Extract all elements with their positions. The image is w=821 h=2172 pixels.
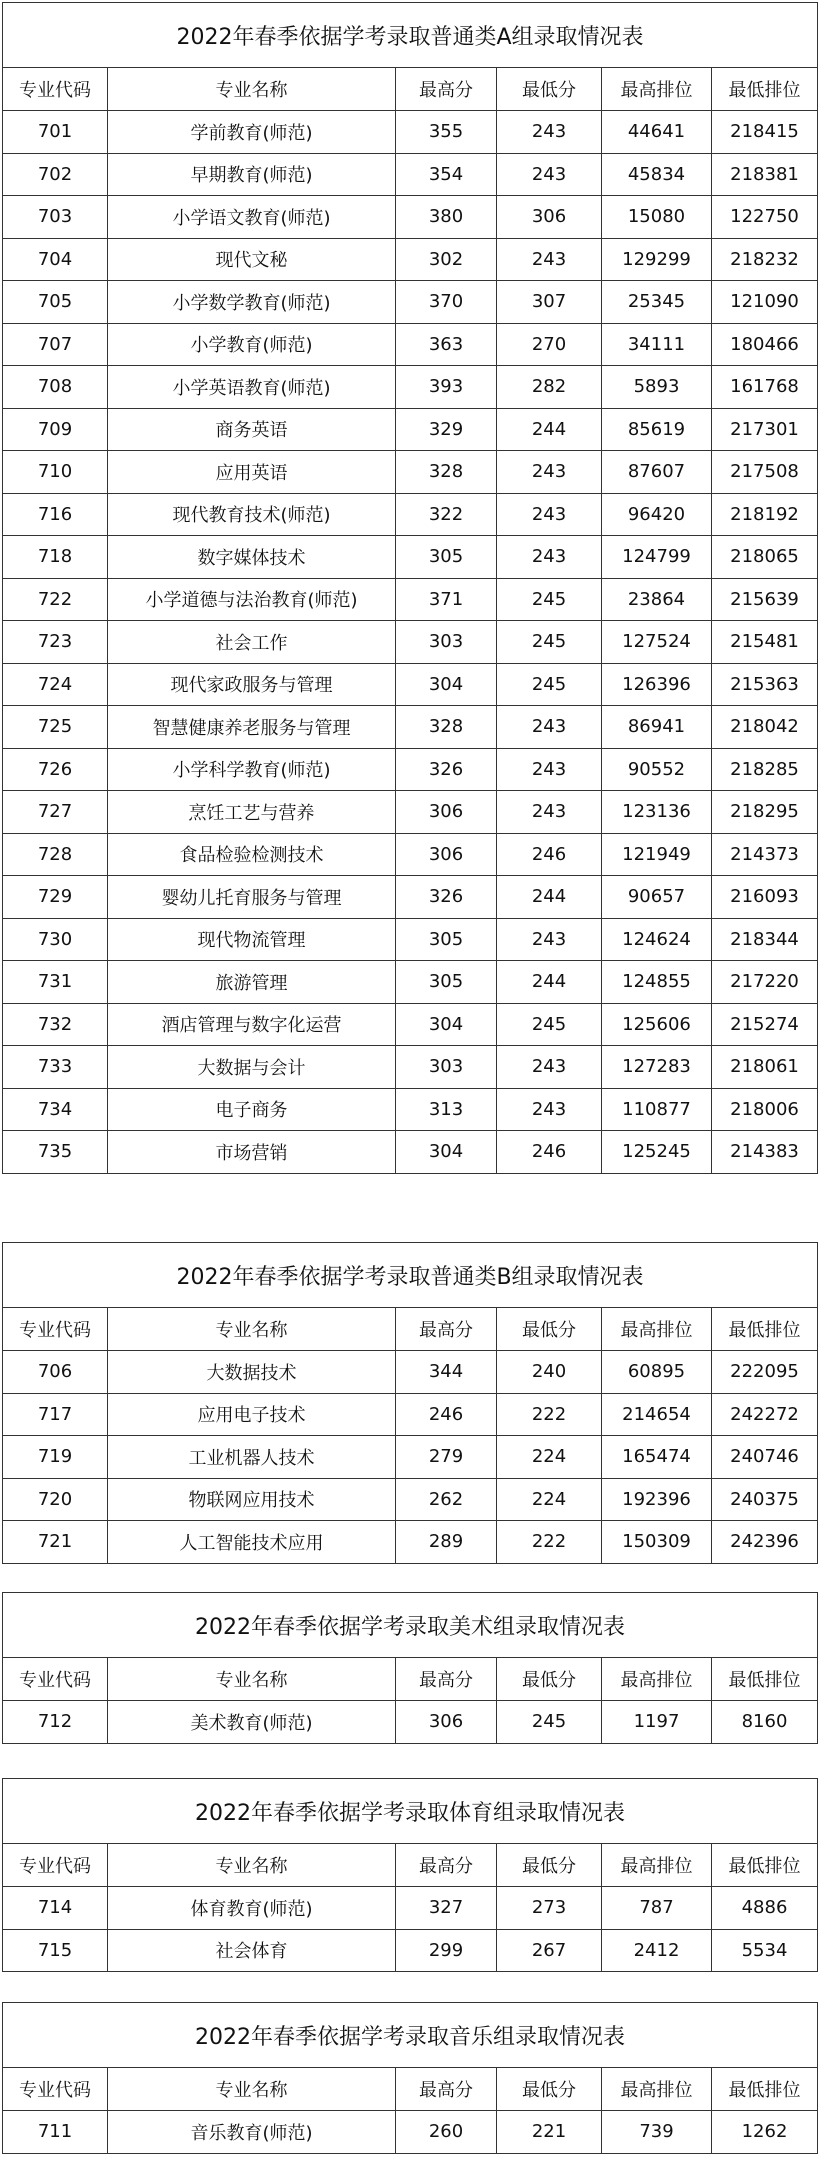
- cell-max-score: 327: [396, 1887, 497, 1930]
- column-header-min-rank: 最低排位: [712, 2068, 818, 2111]
- cell-max-rank: 150309: [602, 1521, 712, 1564]
- cell-min-score: 282: [497, 366, 602, 409]
- cell-min-score: 243: [497, 451, 602, 494]
- cell-min-score: 246: [497, 833, 602, 876]
- cell-max-rank: 127524: [602, 621, 712, 664]
- table-row: [3, 1003, 818, 1046]
- cell-major-name: 数字媒体技术: [108, 536, 396, 579]
- table-row: [3, 153, 818, 196]
- cell-max-rank: 129299: [602, 238, 712, 281]
- cell-min-rank: 121090: [712, 281, 818, 324]
- column-header-max-rank: 最高排位: [602, 1308, 712, 1351]
- table-row: [3, 876, 818, 919]
- cell-min-score: 243: [497, 536, 602, 579]
- table-row: [3, 1046, 818, 1089]
- column-header-major-name: 专业名称: [108, 68, 396, 111]
- cell-major-name: 工业机器人技术: [108, 1436, 396, 1479]
- cell-max-score: 279: [396, 1436, 497, 1479]
- cell-max-score: 354: [396, 153, 497, 196]
- cell-major-code: 709: [3, 408, 108, 451]
- cell-min-rank: 218006: [712, 1088, 818, 1131]
- cell-max-score: 328: [396, 706, 497, 749]
- cell-major-name: 智慧健康养老服务与管理: [108, 706, 396, 749]
- cell-min-score: 243: [497, 791, 602, 834]
- cell-min-score: 243: [497, 493, 602, 536]
- cell-major-name: 小学英语教育(师范): [108, 366, 396, 409]
- column-header-max-rank: 最高排位: [602, 68, 712, 111]
- cell-max-rank: 15080: [602, 196, 712, 239]
- cell-major-code: 731: [3, 961, 108, 1004]
- table-row: [3, 1929, 818, 1972]
- cell-min-score: 246: [497, 1131, 602, 1174]
- cell-max-score: 305: [396, 918, 497, 961]
- cell-min-score: 307: [497, 281, 602, 324]
- cell-min-rank: 161768: [712, 366, 818, 409]
- table-row: [3, 621, 818, 664]
- cell-min-rank: 242272: [712, 1393, 818, 1436]
- cell-max-score: 326: [396, 876, 497, 919]
- cell-min-score: 244: [497, 876, 602, 919]
- table-row: [3, 1887, 818, 1930]
- cell-major-name: 应用英语: [108, 451, 396, 494]
- column-header-min-score: 最低分: [497, 1658, 602, 1701]
- column-header-min-rank: 最低排位: [712, 1308, 818, 1351]
- column-header-major-code: 专业代码: [3, 68, 108, 111]
- cell-major-code: 720: [3, 1478, 108, 1521]
- cell-max-rank: 5893: [602, 366, 712, 409]
- column-header-max-score: 最高分: [396, 2068, 497, 2111]
- cell-max-rank: 44641: [602, 111, 712, 154]
- admission-table-block: [2, 1778, 817, 1972]
- column-header-min-score: 最低分: [497, 1844, 602, 1887]
- cell-major-name: 体育教育(师范): [108, 1887, 396, 1930]
- cell-max-score: 303: [396, 621, 497, 664]
- admission-table-block: [2, 2, 817, 1174]
- table-row: [3, 833, 818, 876]
- column-header-min-score: 最低分: [497, 68, 602, 111]
- cell-major-code: 710: [3, 451, 108, 494]
- cell-max-score: 328: [396, 451, 497, 494]
- cell-max-score: 306: [396, 791, 497, 834]
- cell-max-rank: 214654: [602, 1393, 712, 1436]
- cell-min-rank: 214373: [712, 833, 818, 876]
- table-row: [3, 1351, 818, 1394]
- cell-major-name: 市场营销: [108, 1131, 396, 1174]
- cell-min-rank: 218042: [712, 706, 818, 749]
- cell-major-code: 732: [3, 1003, 108, 1046]
- cell-max-rank: 739: [602, 2111, 712, 2154]
- cell-major-code: 727: [3, 791, 108, 834]
- cell-max-score: 305: [396, 961, 497, 1004]
- table-row: [3, 196, 818, 239]
- cell-min-rank: 215274: [712, 1003, 818, 1046]
- cell-max-rank: 123136: [602, 791, 712, 834]
- cell-major-name: 现代家政服务与管理: [108, 663, 396, 706]
- column-header-min-rank: 最低排位: [712, 1844, 818, 1887]
- cell-min-rank: 215363: [712, 663, 818, 706]
- cell-major-name: 早期教育(师范): [108, 153, 396, 196]
- table-row: [3, 281, 818, 324]
- cell-major-name: 音乐教育(师范): [108, 2111, 396, 2154]
- cell-max-score: 313: [396, 1088, 497, 1131]
- column-header-major-code: 专业代码: [3, 1658, 108, 1701]
- cell-max-rank: 1197: [602, 1701, 712, 1744]
- column-header-major-name: 专业名称: [108, 1844, 396, 1887]
- table-title: 2022年春季依据学考录取普通类A组录取情况表: [3, 3, 818, 68]
- cell-major-code: 729: [3, 876, 108, 919]
- cell-major-name: 小学数学教育(师范): [108, 281, 396, 324]
- cell-major-name: 小学语文教育(师范): [108, 196, 396, 239]
- cell-major-name: 社会体育: [108, 1929, 396, 1972]
- cell-major-name: 应用电子技术: [108, 1393, 396, 1436]
- cell-min-rank: 217508: [712, 451, 818, 494]
- cell-major-name: 婴幼儿托育服务与管理: [108, 876, 396, 919]
- cell-major-code: 703: [3, 196, 108, 239]
- admission-table-block: [2, 1592, 817, 1744]
- column-header-major-name: 专业名称: [108, 2068, 396, 2111]
- cell-major-code: 711: [3, 2111, 108, 2154]
- cell-max-score: 304: [396, 1003, 497, 1046]
- table-title: 2022年春季依据学考录取普通类B组录取情况表: [3, 1243, 818, 1308]
- cell-min-score: 243: [497, 706, 602, 749]
- table-row: [3, 1521, 818, 1564]
- cell-min-rank: 218295: [712, 791, 818, 834]
- cell-max-score: 363: [396, 323, 497, 366]
- cell-major-code: 701: [3, 111, 108, 154]
- cell-max-score: 329: [396, 408, 497, 451]
- cell-major-code: 726: [3, 748, 108, 791]
- cell-min-score: 245: [497, 578, 602, 621]
- cell-major-code: 724: [3, 663, 108, 706]
- cell-major-code: 723: [3, 621, 108, 664]
- table-row: [3, 111, 818, 154]
- cell-min-rank: 218415: [712, 111, 818, 154]
- cell-min-rank: 216093: [712, 876, 818, 919]
- cell-max-rank: 165474: [602, 1436, 712, 1479]
- cell-max-rank: 121949: [602, 833, 712, 876]
- cell-min-rank: 1262: [712, 2111, 818, 2154]
- cell-major-code: 719: [3, 1436, 108, 1479]
- cell-major-code: 722: [3, 578, 108, 621]
- cell-min-rank: 8160: [712, 1701, 818, 1744]
- cell-max-rank: 86941: [602, 706, 712, 749]
- cell-max-score: 299: [396, 1929, 497, 1972]
- cell-min-score: 243: [497, 238, 602, 281]
- cell-min-rank: 222095: [712, 1351, 818, 1394]
- cell-min-rank: 215481: [712, 621, 818, 664]
- cell-max-rank: 87607: [602, 451, 712, 494]
- cell-max-rank: 45834: [602, 153, 712, 196]
- cell-max-rank: 25345: [602, 281, 712, 324]
- table-row: [3, 1088, 818, 1131]
- cell-major-code: 733: [3, 1046, 108, 1089]
- cell-min-score: 243: [497, 1046, 602, 1089]
- table-row: [3, 1701, 818, 1744]
- cell-major-name: 商务英语: [108, 408, 396, 451]
- column-header-major-code: 专业代码: [3, 1844, 108, 1887]
- cell-min-score: 240: [497, 1351, 602, 1394]
- table-row: [3, 748, 818, 791]
- cell-max-score: 302: [396, 238, 497, 281]
- cell-min-score: 221: [497, 2111, 602, 2154]
- column-header-max-score: 最高分: [396, 1844, 497, 1887]
- cell-major-name: 现代教育技术(师范): [108, 493, 396, 536]
- table-row: [3, 323, 818, 366]
- cell-min-rank: 218065: [712, 536, 818, 579]
- table-row: [3, 663, 818, 706]
- cell-min-rank: 218285: [712, 748, 818, 791]
- table-title: 2022年春季依据学考录取美术组录取情况表: [3, 1593, 818, 1658]
- table-row: [3, 961, 818, 1004]
- cell-max-rank: 34111: [602, 323, 712, 366]
- table-title: 2022年春季依据学考录取体育组录取情况表: [3, 1779, 818, 1844]
- cell-major-code: 715: [3, 1929, 108, 1972]
- table-row: [3, 536, 818, 579]
- column-header-max-rank: 最高排位: [602, 1844, 712, 1887]
- cell-major-code: 725: [3, 706, 108, 749]
- table-row: [3, 1393, 818, 1436]
- cell-min-score: 243: [497, 918, 602, 961]
- cell-min-score: 224: [497, 1436, 602, 1479]
- table-row: [3, 451, 818, 494]
- cell-max-rank: 124799: [602, 536, 712, 579]
- cell-min-score: 243: [497, 111, 602, 154]
- column-header-major-name: 专业名称: [108, 1658, 396, 1701]
- cell-major-name: 电子商务: [108, 1088, 396, 1131]
- column-header-max-rank: 最高排位: [602, 2068, 712, 2111]
- cell-major-code: 718: [3, 536, 108, 579]
- cell-major-name: 社会工作: [108, 621, 396, 664]
- cell-min-rank: 218344: [712, 918, 818, 961]
- cell-major-name: 烹饪工艺与营养: [108, 791, 396, 834]
- column-header-min-score: 最低分: [497, 2068, 602, 2111]
- cell-min-score: 243: [497, 153, 602, 196]
- cell-max-score: 304: [396, 1131, 497, 1174]
- table-row: [3, 791, 818, 834]
- cell-major-name: 小学道德与法治教育(师范): [108, 578, 396, 621]
- cell-min-score: 270: [497, 323, 602, 366]
- table-row: [3, 493, 818, 536]
- cell-min-score: 224: [497, 1478, 602, 1521]
- cell-major-code: 728: [3, 833, 108, 876]
- table-row: [3, 238, 818, 281]
- cell-min-rank: 180466: [712, 323, 818, 366]
- table-row: [3, 706, 818, 749]
- table-title: 2022年春季依据学考录取音乐组录取情况表: [3, 2003, 818, 2068]
- admission-table-block: [2, 1242, 817, 1564]
- table-row: [3, 1478, 818, 1521]
- cell-major-code: 735: [3, 1131, 108, 1174]
- cell-min-score: 222: [497, 1521, 602, 1564]
- cell-min-score: 306: [497, 196, 602, 239]
- table-row: [3, 918, 818, 961]
- cell-major-code: 714: [3, 1887, 108, 1930]
- cell-min-rank: 218061: [712, 1046, 818, 1089]
- cell-max-rank: 90657: [602, 876, 712, 919]
- cell-min-rank: 218381: [712, 153, 818, 196]
- cell-min-score: 245: [497, 1003, 602, 1046]
- column-header-major-code: 专业代码: [3, 2068, 108, 2111]
- column-header-max-rank: 最高排位: [602, 1658, 712, 1701]
- cell-min-score: 243: [497, 748, 602, 791]
- cell-major-name: 大数据技术: [108, 1351, 396, 1394]
- cell-max-score: 304: [396, 663, 497, 706]
- cell-major-name: 美术教育(师范): [108, 1701, 396, 1744]
- table-row: [3, 1436, 818, 1479]
- admission-table: [2, 2002, 818, 2154]
- cell-major-name: 酒店管理与数字化运营: [108, 1003, 396, 1046]
- cell-min-rank: 214383: [712, 1131, 818, 1174]
- cell-max-score: 246: [396, 1393, 497, 1436]
- cell-min-score: 245: [497, 621, 602, 664]
- column-header-min-rank: 最低排位: [712, 1658, 818, 1701]
- cell-max-rank: 96420: [602, 493, 712, 536]
- cell-min-rank: 122750: [712, 196, 818, 239]
- cell-max-score: 306: [396, 833, 497, 876]
- cell-major-name: 旅游管理: [108, 961, 396, 1004]
- cell-max-rank: 85619: [602, 408, 712, 451]
- cell-max-rank: 126396: [602, 663, 712, 706]
- cell-min-score: 244: [497, 408, 602, 451]
- cell-major-code: 730: [3, 918, 108, 961]
- column-header-max-score: 最高分: [396, 68, 497, 111]
- cell-min-rank: 217220: [712, 961, 818, 1004]
- cell-major-code: 705: [3, 281, 108, 324]
- cell-max-score: 380: [396, 196, 497, 239]
- cell-max-rank: 124624: [602, 918, 712, 961]
- cell-max-rank: 23864: [602, 578, 712, 621]
- cell-major-name: 大数据与会计: [108, 1046, 396, 1089]
- admission-table: [2, 1242, 818, 1564]
- cell-major-code: 717: [3, 1393, 108, 1436]
- cell-major-name: 现代文秘: [108, 238, 396, 281]
- cell-major-name: 学前教育(师范): [108, 111, 396, 154]
- table-header-row: [3, 2068, 818, 2111]
- column-header-major-name: 专业名称: [108, 1308, 396, 1351]
- column-header-major-code: 专业代码: [3, 1308, 108, 1351]
- cell-major-code: 716: [3, 493, 108, 536]
- column-header-max-score: 最高分: [396, 1308, 497, 1351]
- cell-max-score: 289: [396, 1521, 497, 1564]
- cell-max-rank: 90552: [602, 748, 712, 791]
- cell-max-rank: 192396: [602, 1478, 712, 1521]
- cell-max-score: 306: [396, 1701, 497, 1744]
- admission-table-block: [2, 2002, 817, 2154]
- cell-min-score: 273: [497, 1887, 602, 1930]
- cell-max-score: 355: [396, 111, 497, 154]
- cell-max-score: 303: [396, 1046, 497, 1089]
- cell-max-rank: 125245: [602, 1131, 712, 1174]
- table-header-row: [3, 68, 818, 111]
- cell-min-score: 243: [497, 1088, 602, 1131]
- cell-max-rank: 60895: [602, 1351, 712, 1394]
- cell-major-name: 人工智能技术应用: [108, 1521, 396, 1564]
- admission-table: [2, 2, 818, 1174]
- cell-max-rank: 124855: [602, 961, 712, 1004]
- cell-min-rank: 217301: [712, 408, 818, 451]
- cell-major-name: 小学科学教育(师范): [108, 748, 396, 791]
- table-header-row: [3, 1844, 818, 1887]
- cell-min-rank: 240375: [712, 1478, 818, 1521]
- cell-max-rank: 787: [602, 1887, 712, 1930]
- column-header-max-score: 最高分: [396, 1658, 497, 1701]
- cell-major-name: 食品检验检测技术: [108, 833, 396, 876]
- table-row: [3, 408, 818, 451]
- cell-max-score: 326: [396, 748, 497, 791]
- table-row: [3, 366, 818, 409]
- cell-major-code: 721: [3, 1521, 108, 1564]
- cell-max-score: 371: [396, 578, 497, 621]
- table-row: [3, 1131, 818, 1174]
- column-header-min-score: 最低分: [497, 1308, 602, 1351]
- cell-min-rank: 4886: [712, 1887, 818, 1930]
- admission-table: [2, 1778, 818, 1972]
- table-header-row: [3, 1658, 818, 1701]
- column-header-min-rank: 最低排位: [712, 68, 818, 111]
- cell-major-code: 734: [3, 1088, 108, 1131]
- cell-major-name: 小学教育(师范): [108, 323, 396, 366]
- cell-max-rank: 125606: [602, 1003, 712, 1046]
- cell-major-name: 现代物流管理: [108, 918, 396, 961]
- table-header-row: [3, 1308, 818, 1351]
- cell-major-code: 702: [3, 153, 108, 196]
- cell-min-rank: 218192: [712, 493, 818, 536]
- cell-max-score: 393: [396, 366, 497, 409]
- cell-min-score: 244: [497, 961, 602, 1004]
- cell-major-name: 物联网应用技术: [108, 1478, 396, 1521]
- cell-max-score: 322: [396, 493, 497, 536]
- admission-table: [2, 1592, 818, 1744]
- cell-max-rank: 127283: [602, 1046, 712, 1089]
- cell-major-code: 708: [3, 366, 108, 409]
- cell-min-rank: 215639: [712, 578, 818, 621]
- cell-max-rank: 2412: [602, 1929, 712, 1972]
- cell-max-score: 305: [396, 536, 497, 579]
- cell-major-code: 704: [3, 238, 108, 281]
- cell-major-code: 707: [3, 323, 108, 366]
- cell-min-rank: 242396: [712, 1521, 818, 1564]
- cell-min-score: 222: [497, 1393, 602, 1436]
- cell-max-rank: 110877: [602, 1088, 712, 1131]
- cell-max-score: 370: [396, 281, 497, 324]
- cell-min-rank: 5534: [712, 1929, 818, 1972]
- cell-max-score: 344: [396, 1351, 497, 1394]
- cell-min-rank: 218232: [712, 238, 818, 281]
- table-row: [3, 578, 818, 621]
- cell-max-score: 262: [396, 1478, 497, 1521]
- cell-min-rank: 240746: [712, 1436, 818, 1479]
- cell-min-score: 245: [497, 663, 602, 706]
- cell-major-code: 712: [3, 1701, 108, 1744]
- cell-min-score: 245: [497, 1701, 602, 1744]
- cell-min-score: 267: [497, 1929, 602, 1972]
- cell-major-code: 706: [3, 1351, 108, 1394]
- table-row: [3, 2111, 818, 2154]
- cell-max-score: 260: [396, 2111, 497, 2154]
